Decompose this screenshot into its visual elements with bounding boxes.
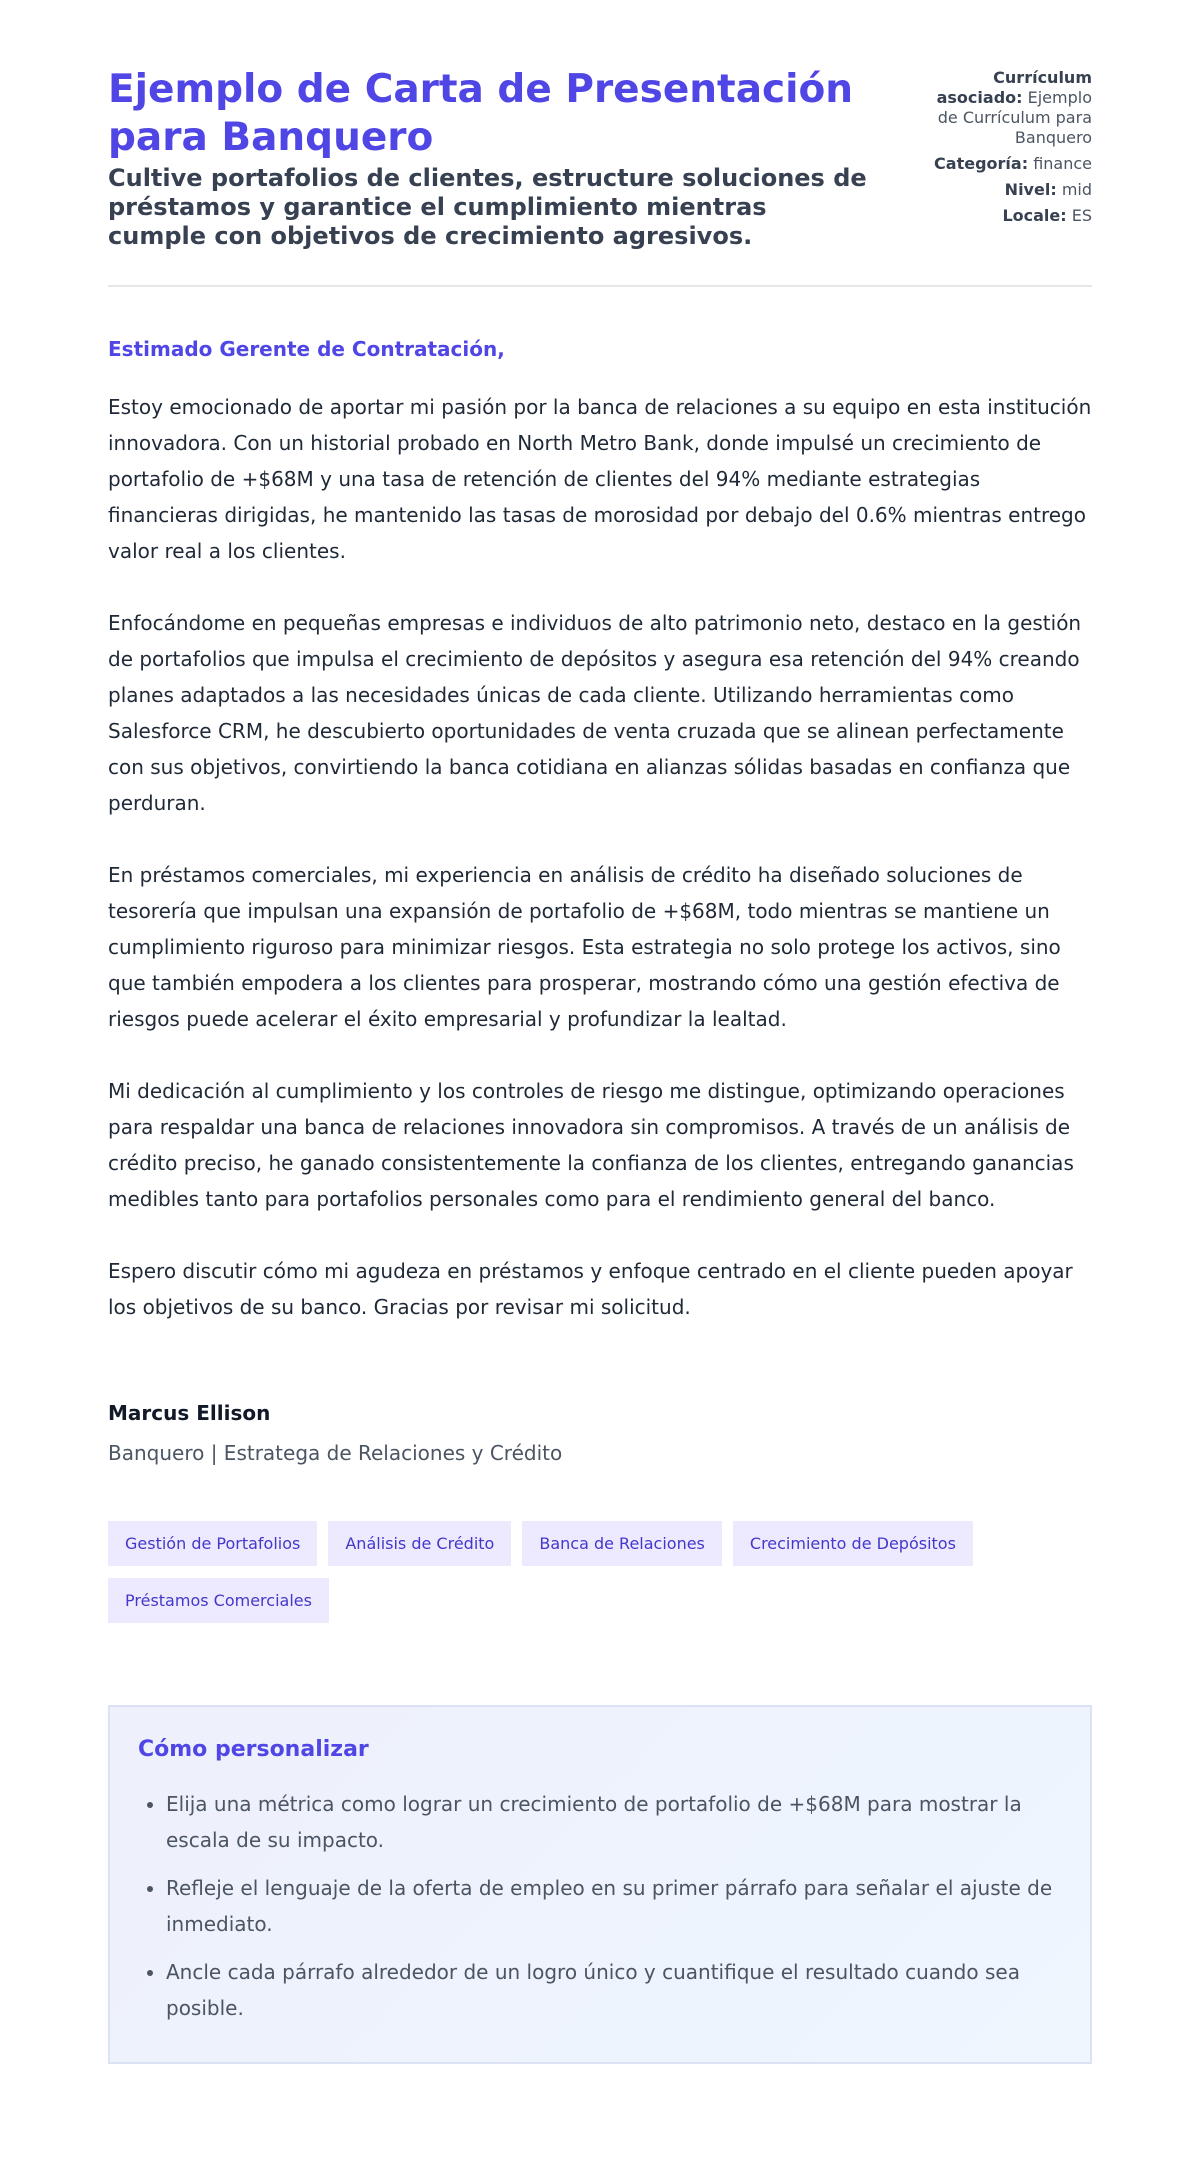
skill-tag: Banca de Relaciones bbox=[522, 1521, 722, 1566]
letter-body bbox=[108, 389, 1092, 1325]
tip-item: • Elija una métrica como lograr un crecimiento de portafolio de +$68M para mostrar la escala de su impacto. bbox=[166, 1786, 1062, 1858]
meta-level: Nivel: mid bbox=[1004, 180, 1092, 199]
meta-resume: Currículum asociado: Ejemplo de Currículum para Banquero bbox=[936, 68, 1092, 147]
metadata bbox=[912, 66, 1092, 251]
page-title: Ejemplo de Carta de Presentación para Banquero bbox=[108, 67, 854, 160]
meta-category: Categoría: finance bbox=[934, 154, 1092, 173]
paragraph: Mi dedicación al cumplimiento y los controles de riesgo me distingue, optimizando operaciones para respaldar una banca de relaciones innovadora sin compromisos. A través de un análisis de crédito preciso, he ganado consistentemente la confianza de los clientes, entregando ganancias medibles tanto para portafolios personales como para el rendimiento general del banco. bbox=[108, 1079, 1074, 1211]
paragraph: En préstamos comerciales, mi experiencia en análisis de crédito ha diseñado soluciones de tesorería que impulsan una expansión de portafolio de +$68M, todo mientras se mantiene un cumplimiento riguroso para minimizar riesgos. Esta estrategia no solo protege los activos, sino que también empodera a los clientes para prosperar, mostrando cómo una gestión efectiva de riesgos puede acelerar el éxito empresarial y profundizar la lealtad. bbox=[108, 863, 1061, 1031]
paragraph: Estoy emocionado de aportar mi pasión por la banca de relaciones a su equipo en esta institución innovadora. Con un historial probado en North Metro Bank, donde impulsé un crecimiento de portafolio de +$68M y una tasa de retención de clientes del 94% mediante estrategias financieras dirigidas, he mantenido las tasas de morosidad por debajo del 0.6% mientras entrego valor real a los clientes. bbox=[108, 395, 1092, 563]
skill-tags bbox=[108, 1521, 1068, 1623]
header bbox=[108, 0, 1092, 287]
skill-tag: Préstamos Comerciales bbox=[108, 1578, 329, 1623]
signature-role: Banquero | Estratega de Relaciones y Crédito bbox=[108, 1441, 563, 1465]
skill-tag: Análisis de Crédito bbox=[328, 1521, 511, 1566]
meta-locale: Locale: ES bbox=[1002, 206, 1092, 225]
skill-tag: Crecimiento de Depósitos bbox=[733, 1521, 973, 1566]
signature-name: Marcus Ellison bbox=[108, 1401, 271, 1425]
customization-tips bbox=[108, 1705, 1092, 2064]
tips-title: Cómo personalizar bbox=[138, 1737, 369, 1762]
tip-item: • Ancle cada párrafo alrededor de un logro único y cuantifique el resultado cuando sea posible. bbox=[166, 1954, 1062, 2026]
paragraph: Enfocándome en pequeñas empresas e individuos de alto patrimonio neto, destaco en la gestión de portafolios que impulsa el crecimiento de depósitos y asegura esa retención del 94% creando planes adaptados a las necesidades únicas de cada cliente. Utilizando herramientas como Salesforce CRM, he descubierto oportunidades de venta cruzada que se alinean perfectamente con sus objetivos, convirtiendo la banca cotidiana en alianzas sólidas basadas en confianza que perduran. bbox=[108, 611, 1082, 815]
page-subtitle: Cultive portafolios de clientes, estructure soluciones de préstamos y garantice el cumplimiento mientras cumple con objetivos de crecimiento agresivos. bbox=[108, 164, 867, 250]
paragraph: Espero discutir cómo mi agudeza en préstamos y enfoque centrado en el cliente pueden apoyar los objetivos de su banco. Gracias por revisar mi solicitud. bbox=[108, 1259, 1073, 1319]
skill-tag: Gestión de Portafolios bbox=[108, 1521, 317, 1566]
tip-item: • Refleje el lenguaje de la oferta de empleo en su primer párrafo para señalar el ajuste de inmediato. bbox=[166, 1870, 1062, 1942]
greeting: Estimado Gerente de Contratación, bbox=[108, 337, 505, 361]
